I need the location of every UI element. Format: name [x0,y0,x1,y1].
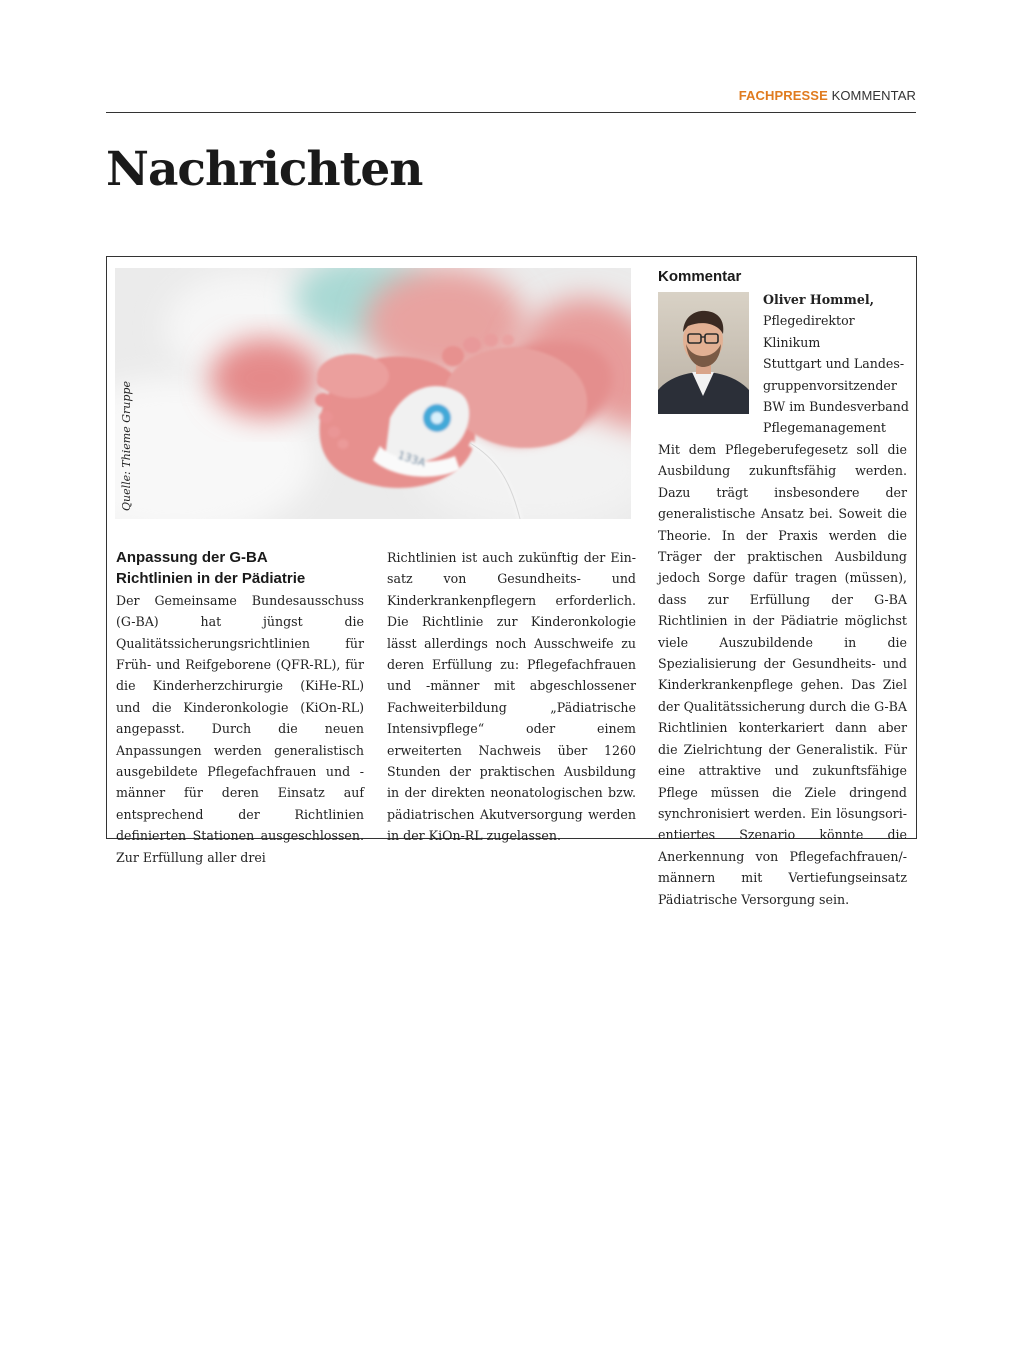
sensor-label: 133A [396,448,428,470]
author-bio [763,289,913,439]
article-text-part2: Richtlinien ist auch zukünftig der Einsatz von Gesundheits- und Kinderkrankenpflegern erforderlich. Die Richtlinie zur Kinderonkologie lässt allerdings noch Ausschweife zu deren Erfüllung zu: Pflegefachfrauen und -männer mit abgeschlossener Fachweiterbildung „Pädiatrische Intensivpflege“ oder einem erweiterten Nachweis über 1260 Stunden der praktischen Ausbildung in der direkten neonatologischen bzw. pädiatrischen Akutversorgung werden in der KiOn-RL zugelassen. [387,550,636,844]
article-heading [116,547,364,590]
author-bio-line: BW im Bundesverband [763,399,909,415]
news-box [106,256,917,907]
article-heading-line2: Richtlinien in der Pädiatrie [116,570,306,588]
author-portrait [658,292,749,414]
newborn-feet-illustration [115,268,631,519]
section-label-plain: KOMMENTAR [831,88,916,103]
comment-heading: Kommentar [658,268,742,285]
photo-credit: Quelle: Thieme Gruppe [120,381,133,511]
author-bio-line: Pflegemanagement [763,420,886,436]
article-heading-line1: Anpassung der G-BA [116,549,268,566]
article-column-1 [116,547,364,868]
header-rule [106,112,916,113]
author-portrait-illustration [658,292,749,414]
comment-text: Mit dem Pflegeberufegesetz soll die Ausbildung zukunftsfähig werden. Dazu trägt insbesondere der generalistische Ansatz bei. Soweit die Theorie. In der Praxis werden die Träger der praktischen Ausbildung jedoch Sorge dafür tragen (müssen), dass zur Erfüllung der G-BA Richtlinien in der Pädiatrie möglichst viele Auszubildende in die Spezialisierung der Gesundheits- und Kinderkrankenpflege gehen. Das Ziel der Qualitätssicherung durch die G-BA Richtlinien konterkariert dann aber die Zielrichtung der Generalistik. Für eine attraktive und zukunftsfähige Pflege müssen die Ziele dringend synchronisiert werden. Ein lösungsorientiertes Szenario könnte die Anerkennung von Pflegefachfrauen/-männern mit Vertiefungseinsatz Pädiatrische Versorgung sein. [658,442,907,907]
author-bio-line: Stuttgart und Landes- [763,356,905,372]
article-column-2 [387,547,636,847]
section-label [739,88,916,103]
article-text-part1: Der Gemeinsame Bundesausschuss (G-BA) hat jüngst die Qualitätssicherungsrichtlinien für Früh- und Reifgeborene (QFR-RL), für die Kinderherzchirurgie (KiHe-RL) und die Kinderonkologie (KiOn-RL) angepasst. Durch die neuen Anpassungen werden generalistisch ausgebildete Pflegefachfrauen und -männer für deren Einsatz auf entsprechend der Richtlinien definierten Stationen ausgeschlossen. Zur Erfüllung aller drei [116,592,364,865]
author-name: Oliver Hommel, [763,292,875,307]
newborn-feet-photo [115,268,631,519]
section-label-accent: FACHPRESSE [738,88,828,103]
page-title: Nachrichten [106,142,423,197]
author-bio-line: gruppenvorsitzender [763,377,897,393]
author-bio-line: Pflegedirektor Klinikum [763,313,855,350]
